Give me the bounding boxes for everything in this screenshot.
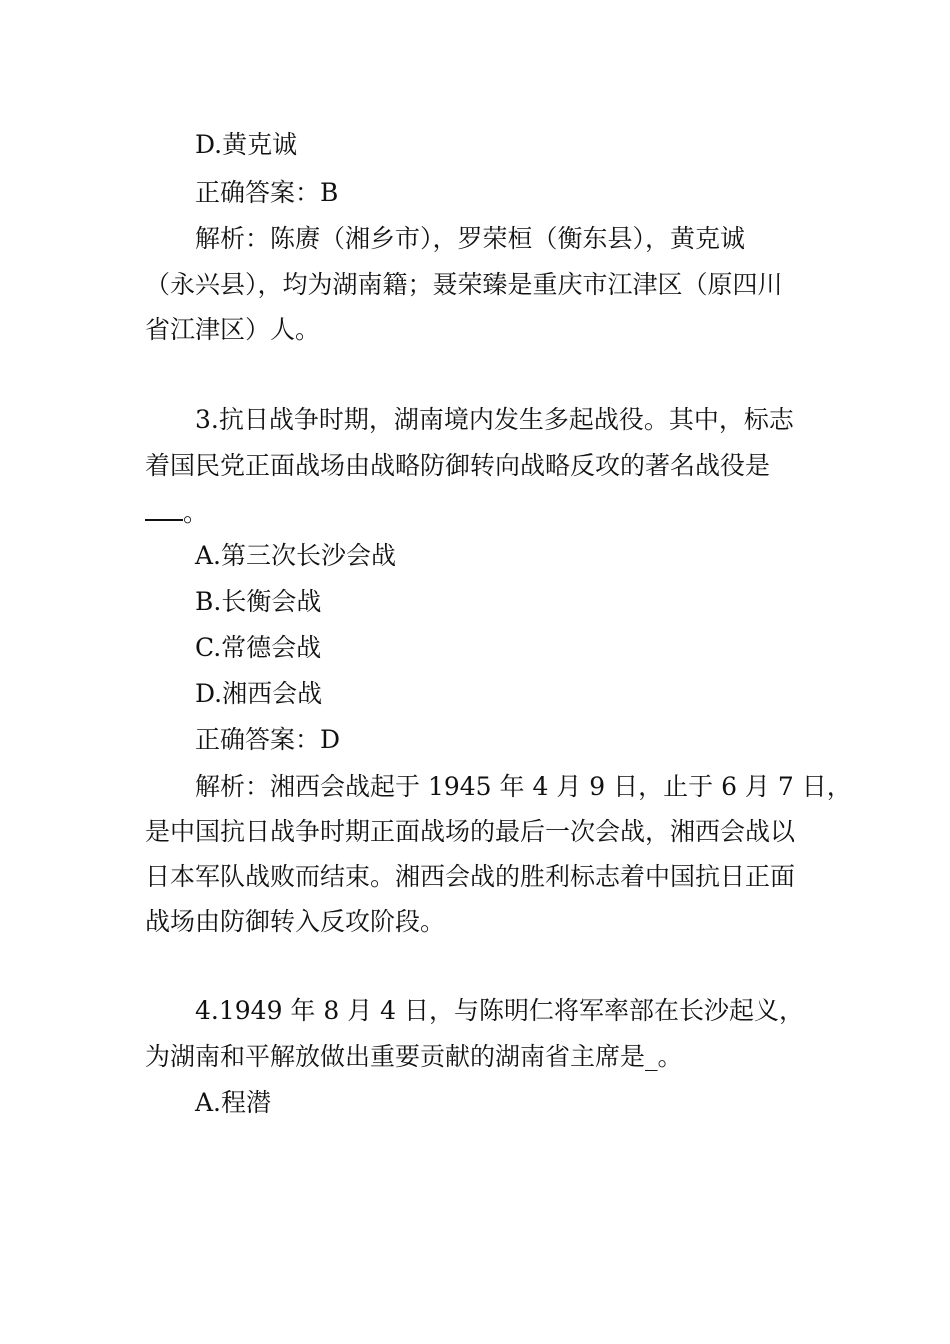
q3-question-end: 。: [183, 498, 209, 527]
q3-option-b: B.长衡会战: [195, 587, 322, 616]
q2-answer: 正确答案：B: [195, 178, 339, 207]
q2-option-d: D.黄克诚: [195, 130, 298, 159]
q4-option-a: A.程潜: [195, 1088, 272, 1117]
q3-option-d: D.湘西会战: [195, 679, 323, 708]
q3-question-line-2: 着国民党正面战场由战略防御转向战略反攻的著名战役是: [145, 451, 771, 480]
answer-blank: [145, 497, 183, 521]
q3-option-c: C.常德会战: [195, 633, 322, 662]
q3-option-a: A.第三次长沙会战: [195, 541, 397, 570]
q4-question-line-2: 为湖南和平解放做出重要贡献的湖南省主席是_。: [145, 1042, 683, 1071]
q2-explanation-line-3: 省江津区）人。: [145, 315, 321, 344]
q3-explanation-line-2: 是中国抗日战争时期正面战场的最后一次会战，湘西会战以: [145, 817, 796, 846]
q2-explanation-line-1: 解析：陈赓（湘乡市），罗荣桓（衡东县），黄克诚: [195, 224, 746, 253]
q2-explanation-line-2: （永兴县），均为湖南籍；聂荣臻是重庆市江津区（原四川: [145, 270, 783, 299]
q3-answer: 正确答案：D: [195, 725, 341, 754]
q4-question-line-1: 4.1949 年 8 月 4 日，与陈明仁将军率部在长沙起义，: [195, 996, 805, 1025]
q3-explanation-line-4: 战场由防御转入反攻阶段。: [145, 907, 446, 936]
q3-explanation-line-1: 解析：湘西会战起于 1945 年 4 月 9 日，止于 6 月 7 日，: [195, 772, 852, 801]
q3-explanation-line-3: 日本军队战败而结束。湘西会战的胜利标志着中国抗日正面: [145, 862, 796, 891]
q3-question-line-1: 3.抗日战争时期，湖南境内发生多起战役。其中，标志: [195, 405, 794, 434]
q3-question-line-3: [145, 496, 208, 530]
